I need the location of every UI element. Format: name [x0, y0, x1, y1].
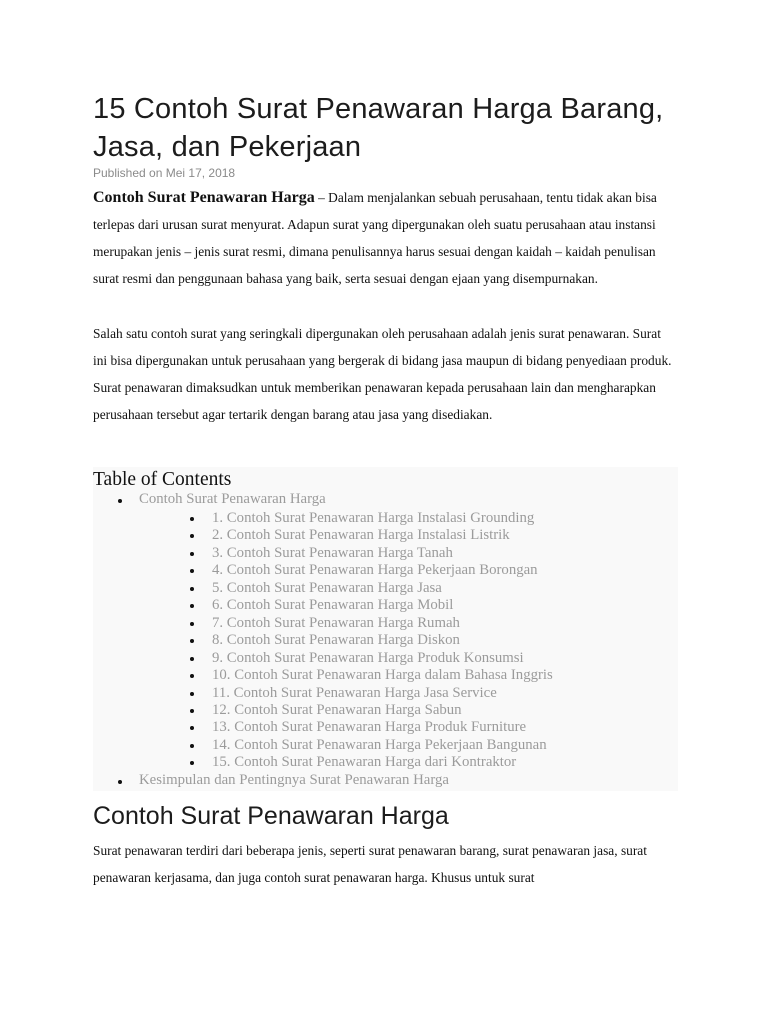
toc-link-sub[interactable]: 10. Contoh Surat Penawaran Harga dalam Bahasa Inggris [212, 667, 553, 684]
toc-link-sub[interactable]: 13. Contoh Surat Penawaran Harga Produk Furniture [212, 719, 527, 736]
toc-sub-bullet [190, 622, 194, 626]
paragraph-2: Salah satu contoh surat yang seringkali dipergunakan oleh perusahaan adalah jenis surat penawaran. Surat ini bisa dipergunakan untuk perusahaan yang bergerak di bidang jasa maupun di bidang penyediaan produk. Surat penawaran dimaksudkan untuk memberikan penawaran kepada perusahaan lain dan mengharapkan perusahaan tersebut agar tertarik dengan barang atau jasa yang disediakan. [93, 326, 672, 422]
toc-link-sub[interactable]: 12. Contoh Surat Penawaran Harga Sabun [212, 701, 462, 718]
toc-link-main-2[interactable]: Kesimpulan dan Pentingnya Surat Penawaran Harga [139, 772, 449, 788]
toc-link-sub[interactable]: 7. Contoh Surat Penawaran Harga Rumah [212, 614, 460, 631]
intro-text: – Dalam menjalankan sebuah perusahaan, tentu tidak akan bisa terlepas dari urusan surat menyurat. Adapun surat yang dipergunakan oleh suatu perusahaan atau instansi merupakan jenis – jenis surat resmi, dimana penulisannya harus sesuai dengan kaidah – kaidah penulisan surat resmi dan penggunaan bahasa yang baik, serta sesuai dengan ejaan yang disempurnakan. [93, 190, 657, 286]
toc-link-sub[interactable]: 11. Contoh Surat Penawaran Harga Jasa Service [212, 684, 497, 701]
toc-sub-bullet [190, 639, 194, 643]
toc-sub-bullet [190, 552, 194, 556]
toc-bullet [118, 780, 122, 784]
toc-sub-bullet [190, 587, 194, 591]
toc-sub-bullet [190, 761, 194, 765]
toc-sub-bullet [190, 709, 194, 713]
toc-title: Table of Contents [93, 469, 232, 490]
toc-sub-bullet [190, 744, 194, 748]
toc-sub-bullet [190, 517, 194, 521]
toc-link-sub[interactable]: 6. Contoh Surat Penawaran Harga Mobil [212, 597, 454, 614]
toc-sub-bullet [190, 674, 194, 678]
toc-sub-bullet [190, 657, 194, 661]
toc-link-sub[interactable]: 2. Contoh Surat Penawaran Harga Instalasi Listrik [212, 527, 510, 544]
table-of-contents [93, 467, 678, 791]
toc-sub-bullet [190, 569, 194, 573]
toc-link-sub[interactable]: 4. Contoh Surat Penawaran Harga Pekerjaan Borongan [212, 562, 538, 579]
toc-sub-bullet [190, 534, 194, 538]
toc-link-main-1[interactable]: Contoh Surat Penawaran Harga [139, 491, 326, 507]
intro-paragraph [93, 184, 678, 292]
toc-sub-bullet [190, 604, 194, 608]
article-title: 15 Contoh Surat Penawaran Harga Barang, Jasa, dan Pekerjaan [93, 93, 664, 163]
toc-link-sub[interactable]: 15. Contoh Surat Penawaran Harga dari Kontraktor [212, 754, 517, 771]
toc-sub-bullet [190, 726, 194, 730]
toc-link-sub[interactable]: 14. Contoh Surat Penawaran Harga Pekerjaan Bangunan [212, 736, 547, 753]
section-heading: Contoh Surat Penawaran Harga [93, 802, 449, 830]
toc-link-sub[interactable]: 5. Contoh Surat Penawaran Harga Jasa [212, 579, 442, 596]
toc-bullet [118, 499, 122, 503]
toc-link-sub[interactable]: 9. Contoh Surat Penawaran Harga Produk Konsumsi [212, 649, 524, 666]
toc-link-sub[interactable]: 1. Contoh Surat Penawaran Harga Instalasi Grounding [212, 510, 535, 526]
intro-lead: Contoh Surat Penawaran Harga [93, 189, 315, 206]
published-date: Published on Mei 17, 2018 [93, 166, 236, 180]
toc-sub-bullet [190, 692, 194, 696]
toc-link-sub[interactable]: 3. Contoh Surat Penawaran Harga Tanah [212, 544, 453, 561]
toc-link-sub[interactable]: 8. Contoh Surat Penawaran Harga Diskon [212, 632, 460, 649]
paragraph-3: Surat penawaran terdiri dari beberapa jenis, seperti surat penawaran barang, surat penawaran jasa, surat penawaran kerjasama, dan juga contoh surat penawaran harga. Khusus untuk surat [93, 843, 647, 885]
